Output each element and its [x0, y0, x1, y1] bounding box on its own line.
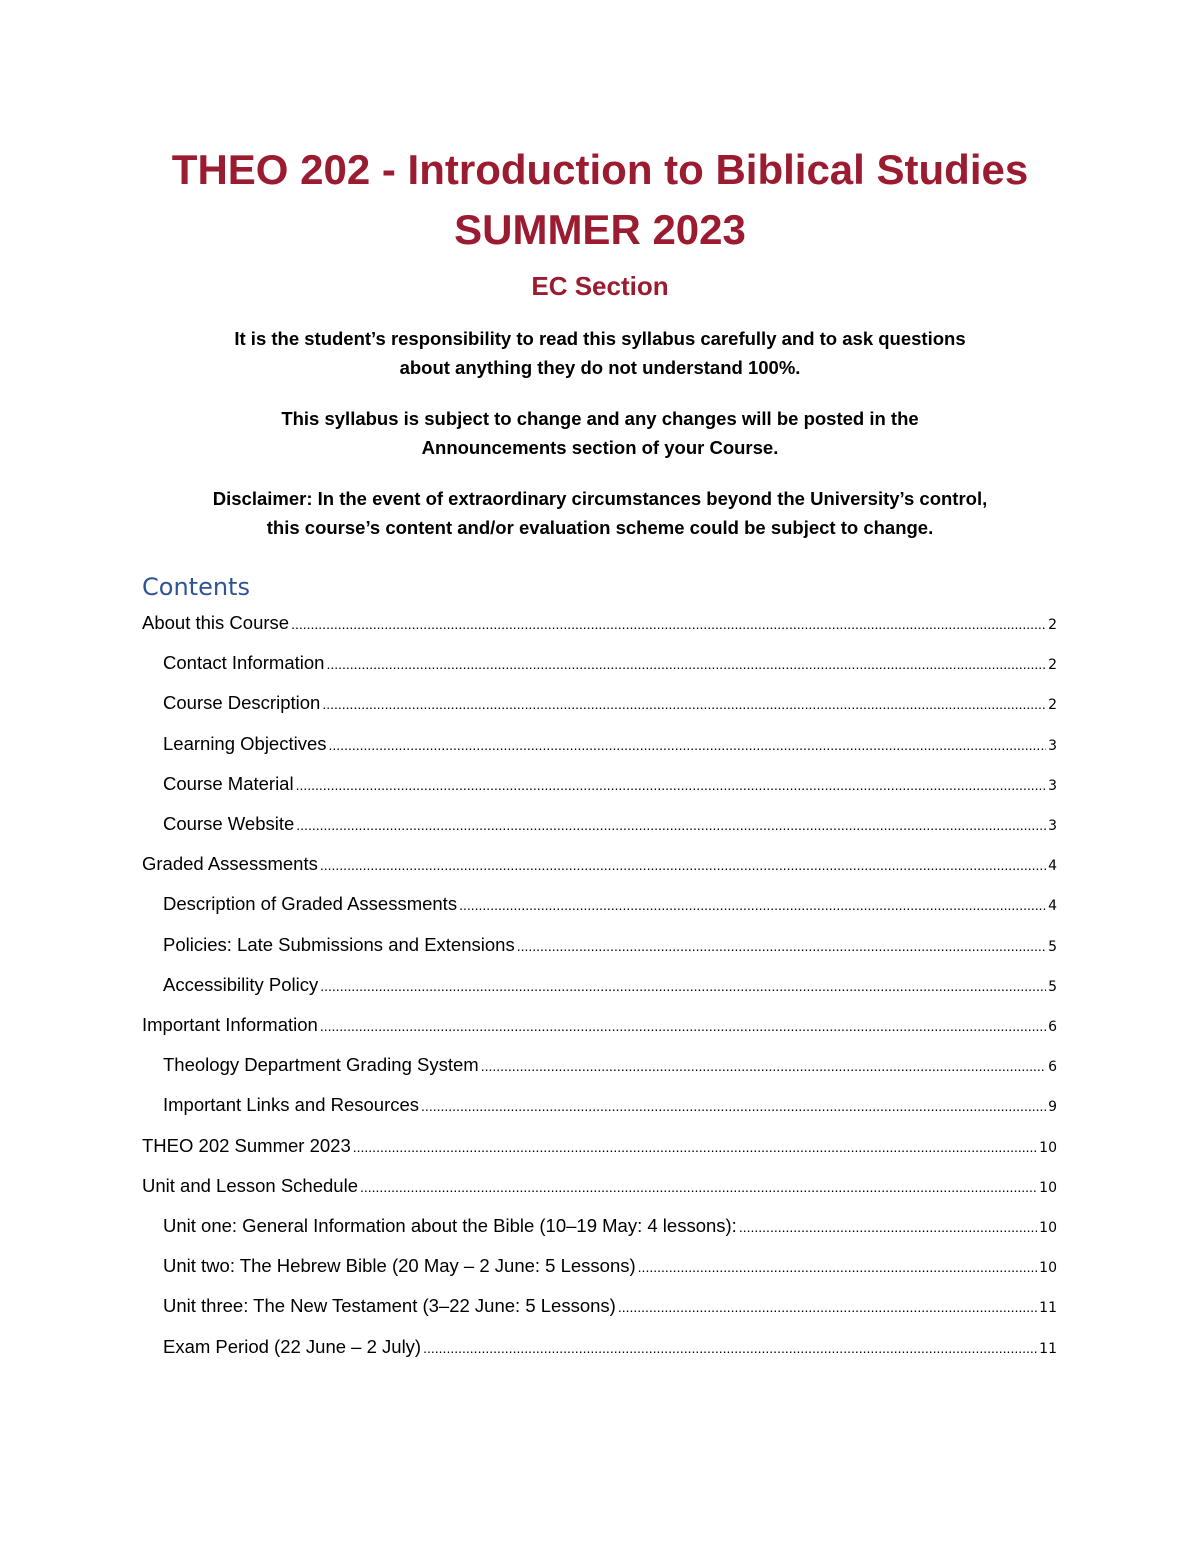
toc-entry-label: THEO 202 Summer 2023 [142, 1134, 351, 1156]
toc-entry[interactable] [142, 1131, 1057, 1161]
toc-dot-leader [353, 1132, 1037, 1162]
toc-entry-page: 10 [1039, 1260, 1057, 1277]
toc-entry[interactable] [163, 648, 1057, 678]
toc-entry-page: 11 [1039, 1300, 1057, 1317]
course-title [0, 140, 1200, 260]
toc-entry[interactable] [163, 729, 1057, 759]
section-label: EC Section [531, 271, 669, 301]
toc-entry[interactable] [163, 1050, 1057, 1080]
toc-entry-label: Important Links and Resources [163, 1094, 420, 1116]
toc-dot-leader [618, 1292, 1037, 1322]
toc-entry-label: About this Course [142, 612, 290, 633]
toc-dot-leader [360, 1172, 1037, 1202]
change-line-1: This syllabus is subject to change and any changes will be posted in the [281, 408, 919, 429]
toc-entry[interactable] [163, 1211, 1057, 1241]
toc-dot-leader [481, 1051, 1046, 1081]
toc-entry[interactable] [163, 970, 1057, 1000]
toc-entry-label: Unit one: General Information about the Bible (10–19 May: 4 lessons): [163, 1215, 737, 1236]
toc-entry-label: Unit two: The Hebrew Bible (20 May – 2 June: 5 Lessons) [163, 1255, 636, 1277]
toc-entry-label: Exam Period (22 June – 2 July) [163, 1335, 422, 1357]
toc-entry-page: 2 [1048, 657, 1057, 674]
toc-entry[interactable] [163, 809, 1057, 839]
toc-entry-page: 3 [1048, 777, 1057, 794]
toc-entry-page: 9 [1048, 1099, 1057, 1116]
toc-entry-page: 11 [1039, 1340, 1057, 1357]
toc-entry[interactable] [142, 608, 1057, 638]
toc-entry-label: Unit and Lesson Schedule [142, 1174, 358, 1196]
toc-entry[interactable] [163, 1090, 1057, 1120]
toc-entry-label: Theology Department Grading System [163, 1054, 479, 1076]
toc-dot-leader [296, 810, 1046, 840]
toc-entry-label: Policies: Late Submissions and Extensions [163, 933, 515, 955]
toc-entry-label: Learning Objectives [163, 732, 327, 754]
toc-entry-page: 5 [1048, 938, 1057, 955]
toc-entry[interactable] [142, 849, 1057, 879]
toc-entry-page: 2 [1048, 617, 1057, 633]
toc-dot-leader [459, 890, 1046, 920]
change-line-2: Announcements section of your Course. [421, 437, 779, 458]
toc-entry-page: 3 [1048, 737, 1057, 754]
toc-dot-leader [421, 1091, 1046, 1121]
toc-entry-label: Contact Information [163, 652, 325, 674]
toc-entry[interactable] [163, 688, 1057, 718]
toc-entry-label: Course Description [163, 692, 321, 714]
toc-entry-page: 3 [1048, 818, 1057, 834]
responsibility-line-2: about anything they do not understand 100%. [399, 357, 801, 378]
toc-entry-label: Accessibility Policy [163, 973, 319, 995]
toc-entry-label: Important Information [142, 1014, 318, 1035]
responsibility-line-1: It is the student’s responsibility to read this syllabus carefully and to ask questions [234, 328, 966, 349]
toc-entry[interactable] [163, 889, 1057, 919]
toc-dot-leader [517, 931, 1046, 961]
toc-entry[interactable] [163, 930, 1057, 960]
toc-entry-label: Course Material [163, 772, 294, 794]
toc-dot-leader [320, 850, 1046, 880]
toc-entry-page: 4 [1048, 898, 1057, 915]
course-term: SUMMER 2023 [454, 206, 746, 253]
disclaimer-line-2: this course’s content and/or evaluation scheme could be subject to change. [266, 517, 934, 538]
toc-entry-label: Unit three: The New Testament (3–22 June: 5 Lessons) [163, 1295, 616, 1317]
toc-entry[interactable] [163, 1291, 1057, 1321]
toc-dot-leader [296, 770, 1047, 800]
toc-entry-page: 4 [1048, 858, 1057, 875]
toc-entry[interactable] [163, 769, 1057, 799]
toc-dot-leader [638, 1252, 1038, 1282]
toc-entry-page: 10 [1039, 1139, 1057, 1156]
disclaimer-line-1: Disclaimer: In the event of extraordinary circumstances beyond the University’s control, [212, 488, 988, 509]
toc-dot-leader [322, 689, 1046, 719]
toc-entry[interactable] [142, 1171, 1057, 1201]
toc-dot-leader [320, 971, 1046, 1001]
course-title-line1: THEO 202 - Introduction to Biblical Studies [171, 146, 1029, 193]
toc-entry-page: 5 [1048, 978, 1057, 995]
toc-entry-page: 10 [1039, 1179, 1057, 1196]
toc-entry[interactable] [142, 1010, 1057, 1040]
contents-heading: Contents [142, 573, 250, 601]
toc-dot-leader [326, 649, 1046, 679]
toc-dot-leader [329, 730, 1047, 760]
toc-dot-leader [423, 1333, 1037, 1363]
toc-entry-page: 6 [1048, 1019, 1057, 1035]
toc-dot-leader [320, 1011, 1046, 1041]
toc-entry[interactable] [163, 1251, 1057, 1281]
toc-entry[interactable] [163, 1332, 1057, 1362]
toc-entry-page: 6 [1048, 1059, 1057, 1076]
toc-entry-label: Description of Graded Assessments [163, 893, 458, 915]
toc-dot-leader [291, 609, 1046, 639]
toc-entry-page: 2 [1048, 697, 1057, 714]
responsibility-note [0, 324, 1200, 382]
change-note [0, 404, 1200, 462]
toc-entry-label: Graded Assessments [142, 853, 318, 875]
toc-entry-label: Course Website [163, 813, 295, 834]
toc-entry-page: 10 [1039, 1220, 1057, 1236]
disclaimer-note [0, 484, 1200, 542]
toc-dot-leader [739, 1212, 1037, 1242]
